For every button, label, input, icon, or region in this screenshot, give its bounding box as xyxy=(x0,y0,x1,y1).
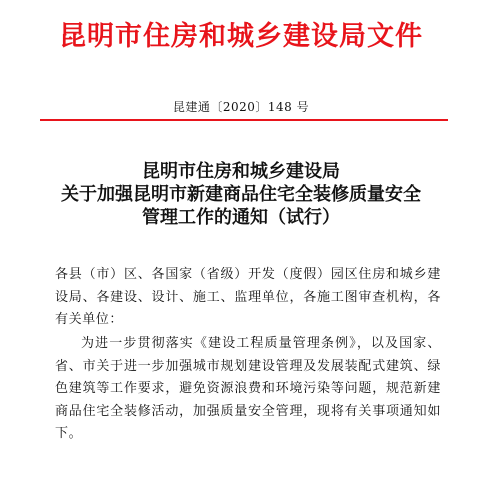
document-header-title: 昆明市住房和城乡建设局文件 xyxy=(59,21,423,52)
document-number: 昆建通〔2020〕148 号 xyxy=(172,100,310,114)
notice-title-line-1: 昆明市住房和城乡建设局 xyxy=(142,161,340,182)
addressee-paragraph: 各县（市）区、各国家（省级）开发（度假）园区住房和城乡建设局、各建设、设计、施工、监理单位，各施工图审查机构，各有关单位： xyxy=(55,267,441,327)
notice-title-line-2: 关于加强昆明市新建商品住宅全装修质量安全 xyxy=(61,184,421,205)
notice-title-line-3: 管理工作的通知（试行） xyxy=(142,207,340,228)
notice-title xyxy=(0,160,482,229)
body-paragraph-1: 为进一步贯彻落实《建设工程质量管理条例》，以及国家、省、市关于进一步加强城市规划建设管理及发展装配式建筑、绿色建筑等工作要求，避免资源浪费和环境污染等问题，规范新建商品住宅全装修活动，加强质量安全管理，现将有关事项通知如下。 xyxy=(55,336,441,441)
header-divider-rule xyxy=(40,119,448,121)
